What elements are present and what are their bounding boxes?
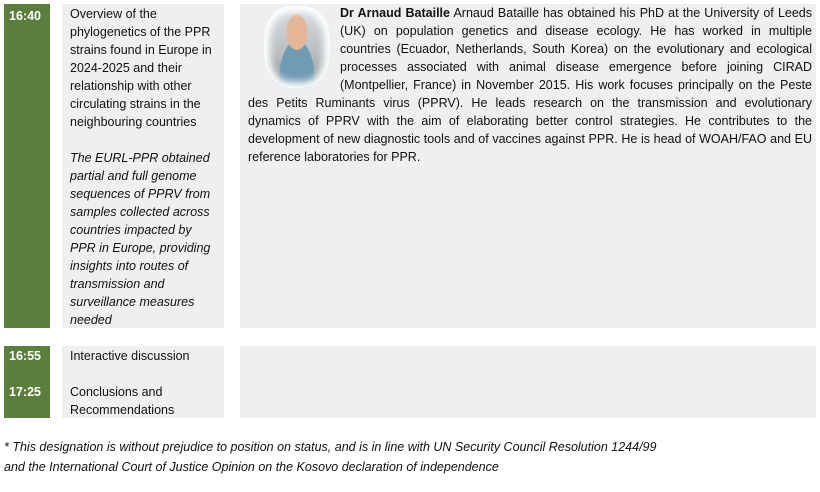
closing-topic-1: Interactive discussion <box>70 349 190 363</box>
time-cell-1640 <box>4 4 50 328</box>
speaker-bio: Arnaud Bataille has obtained his PhD at the University of Leeds (UK) on population genetics and disease ecology. He has worked in multiple countries (Ecuador, Netherlands, South Korea) on the evolutionary and ecological processes associated with animal disease emergence before joining CIRAD (Montpellier, France) in November 2015. His work focuses principally on the Peste des Petits Ruminants virus (PPRV). He leads research on the transmission and evolutionary dynamics of PPRV with the aim of elaborating better control strategies. He contributes to the development of new diagnostic tools and of vaccines against PPR. He is head of WOAH/FAO and EU reference laboratories for PPR. <box>248 6 812 164</box>
speaker-name: Dr Arnaud Bataille <box>340 6 450 20</box>
footnote-line-2: and the International Court of Justice Opinion on the Kosovo declaration of independence <box>4 460 499 474</box>
session-description: The EURL-PPR obtained partial and full genome sequences of PPRV from samples collected across countries impacted by PPR in Europe, providing insights into routes of transmission and surveillance measures needed <box>70 151 211 327</box>
time-label: 16:40 <box>9 9 41 23</box>
time-label-1655: 16:55 <box>9 349 41 363</box>
footnote-line-1: * This designation is without prejudice to position on status, and is in line with UN Security Council Resolution 1244/99 <box>4 440 657 454</box>
closing-empty-cell <box>240 346 816 418</box>
session-title: Overview of the phylogenetics of the PPR strains found in Europe in 2024-2025 and their relationship with other circulating strains in the neighbouring countries <box>70 7 212 129</box>
time-label-1725: 17:25 <box>9 385 41 399</box>
speaker-bio-block <box>248 4 812 166</box>
topic-text <box>70 5 215 329</box>
time-cell-closing <box>4 346 50 418</box>
closing-topic-2: Conclusions and Recommendations <box>70 385 175 417</box>
speaker-photo <box>264 6 330 88</box>
